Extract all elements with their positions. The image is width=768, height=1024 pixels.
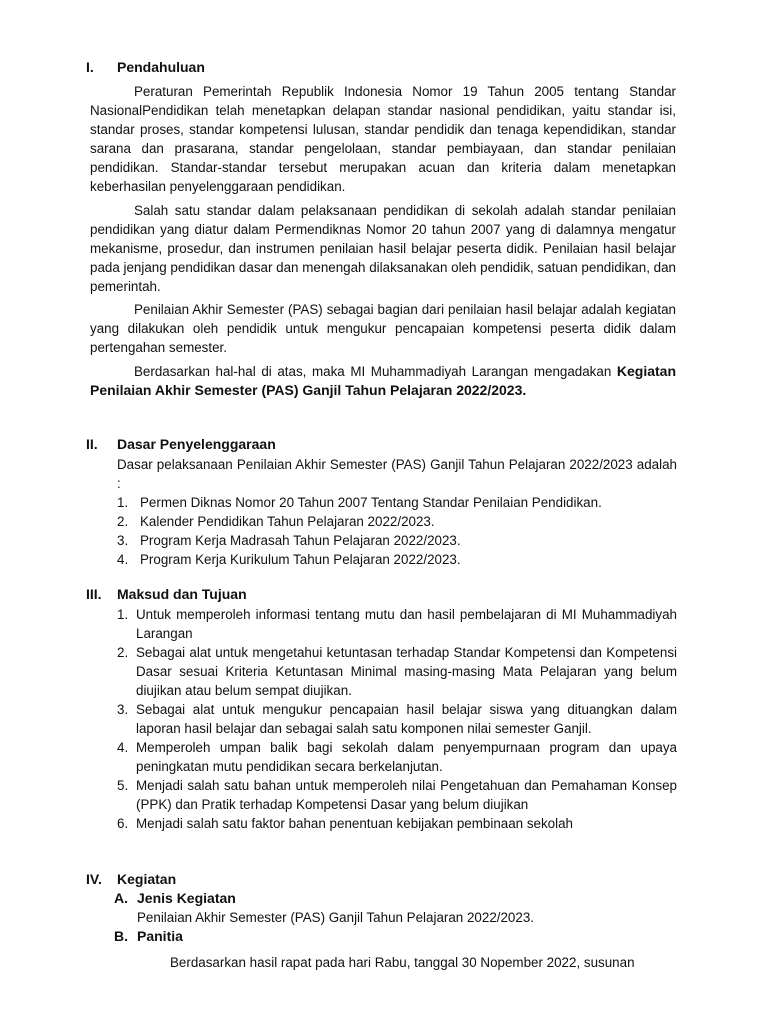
list-text: Menjadi salah satu faktor bahan penentuan kebijakan pembinaan sekolah <box>136 816 573 831</box>
paragraph-lead-text: Berdasarkan hal-hal di atas, maka MI Muhammadiyah Larangan mengadakan <box>134 364 617 379</box>
subsection-heading-jenis-kegiatan <box>114 889 236 908</box>
list-item <box>117 776 677 814</box>
section-title: Pendahuluan <box>117 59 205 75</box>
list-number: 6. <box>117 816 129 831</box>
panitia-text: Berdasarkan hasil rapat pada hari Rabu, tanggal 30 Nopember 2022, susunan <box>170 955 635 970</box>
list-text: Memperoleh umpan balik bagi sekolah dalam penyempurnaan program dan upaya peningkatan mutu pendidikan secara berkelanjutan. <box>136 740 677 774</box>
paragraph-pendahuluan-2: Salah satu standar dalam pelaksanaan pendidikan di sekolah adalah standar penilaian pendidikan yang diatur dalam Permendiknas Nomor 20 tahun 2007 yang di dalamnya mengatur mekanisme, prosedur, dan instrumen penilaian hasil belajar peserta didik. Penilaian hasil belajar pada jenjang pendidikan dasar dan menengah dilaksanakan oleh pendidik, satuan pendidikan, dan pemerintah. <box>90 203 676 294</box>
list-number: 3. <box>117 702 129 717</box>
subsection-heading-panitia <box>114 927 183 946</box>
list-text: Untuk memperoleh informasi tentang mutu dan hasil pembelajaran di MI Muhammadiyah Larangan <box>136 607 677 641</box>
list-text: Permen Diknas Nomor 20 Tahun 2007 Tentang Standar Penilaian Pendidikan. <box>140 495 602 510</box>
section-heading-pendahuluan <box>86 58 205 77</box>
section-heading-dasar <box>86 435 276 454</box>
list-item <box>117 814 677 833</box>
list-number: 3. <box>117 533 129 548</box>
subsection-title: Panitia <box>137 928 183 944</box>
list-number: 1. <box>117 495 129 510</box>
maksud-body <box>117 605 677 833</box>
list-text: Sebagai alat untuk mengukur pencapaian hasil belajar siswa yang dituangkan dalam laporan hasil belajar dan sebagai salah satu komponen nilai semester Ganjil. <box>136 702 677 736</box>
subsection-letter: A. <box>114 890 128 906</box>
section-number: I. <box>86 59 94 75</box>
list-number: 5. <box>117 778 129 793</box>
section-title: Dasar Penyelenggaraan <box>117 436 276 452</box>
list-item <box>117 738 677 776</box>
list-item <box>117 605 677 643</box>
paragraph-pendahuluan-1: Peraturan Pemerintah Republik Indonesia Nomor 19 Tahun 2005 tentang Standar NasionalPendidikan telah menetapkan delapan standar nasional pendidikan, yaitu standar isi, standar proses, standar kompetensi lulusan, standar pendidik dan tenaga kependidikan, standar sarana dan prasarana, standar pengelolaan, standar pembiayaan, dan standar penilaian pendidikan. Standar-standar tersebut merupakan acuan dan kriteria dalam menetapkan keberhasilan penyelenggaraan pendidikan. <box>90 84 676 194</box>
paragraph-bold-text: Kegiatan Penilaian Akhir Semester (PAS) Ganjil Tahun Pelajaran 2022/2023. <box>90 363 676 398</box>
list-number: 4. <box>117 552 129 567</box>
paragraph-pendahuluan-3: Penilaian Akhir Semester (PAS) sebagai bagian dari penilaian hasil belajar adalah kegiatan yang dilakukan oleh pendidik untuk mengukur pencapaian kompetensi peserta didik dalam pertengahan semester. <box>90 302 676 355</box>
maksud-list <box>117 605 677 833</box>
list-text: Menjadi salah satu bahan untuk memperoleh nilai Pengetahuan dan Pemahaman Konsep (PPK) dan Pratik terhadap Kompetensi Dasar yang belum diujikan <box>136 778 677 812</box>
list-item <box>117 493 677 512</box>
section-heading-maksud <box>86 585 247 604</box>
list-number: 1. <box>117 607 129 622</box>
jenis-kegiatan-text: Penilaian Akhir Semester (PAS) Ganjil Tahun Pelajaran 2022/2023. <box>137 910 534 925</box>
list-text: Sebagai alat untuk mengetahui ketuntasan terhadap Standar Kompetensi dan Kompetensi Dasar sesuai Kriteria Ketuntasan Minimal masing-masing Mata Pelajaran yang belum diujikan atau belum sempat diujikan. <box>136 645 677 698</box>
dasar-intro: Dasar pelaksanaan Penilaian Akhir Semester (PAS) Ganjil Tahun Pelajaran 2022/2023 adalah : <box>117 457 677 491</box>
dasar-list <box>117 493 677 569</box>
list-item <box>117 512 677 531</box>
list-text: Program Kerja Kurikulum Tahun Pelajaran 2022/2023. <box>140 552 461 567</box>
list-number: 4. <box>117 740 129 755</box>
list-item <box>117 700 677 738</box>
dasar-body <box>117 455 677 569</box>
section-number: IV. <box>86 871 102 887</box>
subsection-title: Jenis Kegiatan <box>137 890 236 906</box>
list-text: Program Kerja Madrasah Tahun Pelajaran 2022/2023. <box>140 533 461 548</box>
section-number: II. <box>86 436 98 452</box>
list-item <box>117 531 677 550</box>
list-number: 2. <box>117 514 129 529</box>
paragraph-pendahuluan-4 <box>90 362 676 400</box>
section-title: Kegiatan <box>117 871 177 887</box>
list-item <box>117 643 677 700</box>
section-title: Maksud dan Tujuan <box>117 586 247 602</box>
list-number: 2. <box>117 645 129 660</box>
list-item <box>117 550 677 569</box>
subsection-letter: B. <box>114 928 128 944</box>
list-text: Kalender Pendidikan Tahun Pelajaran 2022/2023. <box>140 514 435 529</box>
section-heading-kegiatan <box>86 870 176 889</box>
section-number: III. <box>86 586 102 602</box>
